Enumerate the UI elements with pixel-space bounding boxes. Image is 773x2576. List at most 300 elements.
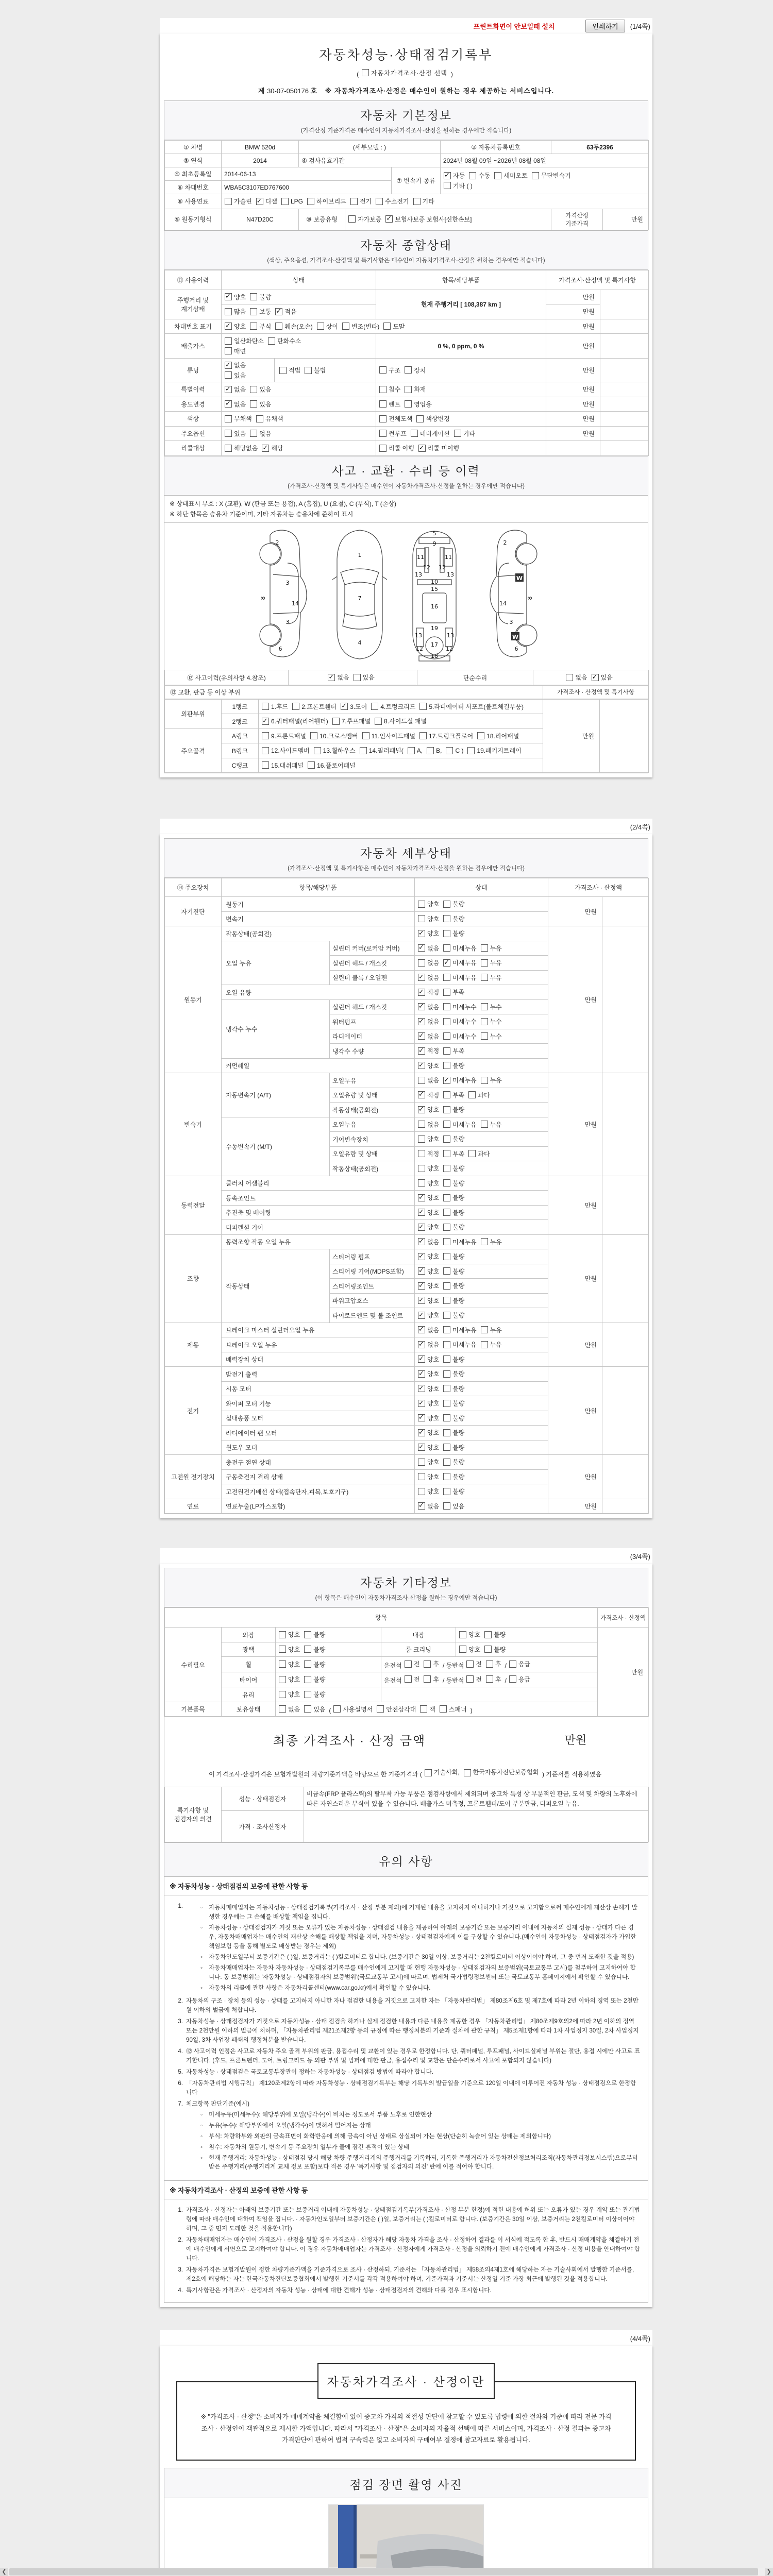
- checkbox-unchecked[interactable]: [443, 1458, 464, 1466]
- checkbox-unchecked[interactable]: [443, 1091, 464, 1099]
- checkbox-unchecked[interactable]: [469, 171, 490, 180]
- checkbox-checked[interactable]: [256, 197, 277, 206]
- checkbox-box-icon: [443, 1253, 450, 1260]
- checkbox-unchecked[interactable]: [279, 1660, 300, 1669]
- checkbox-unchecked[interactable]: [383, 322, 405, 331]
- checkbox-unchecked[interactable]: [443, 1208, 464, 1217]
- checkbox-checked[interactable]: [328, 673, 349, 682]
- checkbox-unchecked[interactable]: [481, 1340, 502, 1349]
- checkbox-unchecked[interactable]: [443, 1017, 476, 1026]
- checkbox-unchecked[interactable]: [379, 414, 412, 423]
- checkbox-unchecked[interactable]: [418, 1149, 439, 1158]
- item-cell: [376, 441, 546, 456]
- checkbox-unchecked[interactable]: [250, 307, 271, 316]
- checkbox-unchecked[interactable]: [281, 198, 303, 205]
- checkbox-unchecked[interactable]: [362, 732, 415, 740]
- status-cell: [415, 1205, 548, 1220]
- checkbox-unchecked[interactable]: [443, 1399, 464, 1408]
- checkbox-unchecked[interactable]: [464, 1768, 539, 1777]
- checkbox-checked[interactable]: [418, 944, 439, 953]
- checkbox-checked[interactable]: [418, 1281, 439, 1290]
- checkbox-unchecked[interactable]: [468, 1091, 490, 1099]
- item-cell: 추진축 및 베어링: [222, 1205, 415, 1220]
- checkbox-checked[interactable]: [592, 673, 613, 682]
- blank-cell: [602, 926, 649, 1073]
- misc-name: 타이어: [222, 1672, 276, 1687]
- checkbox-unchecked[interactable]: [418, 1134, 439, 1143]
- checkbox-unchecked[interactable]: [443, 1311, 464, 1319]
- checkbox-checked[interactable]: [225, 293, 246, 301]
- checkbox-checked[interactable]: [418, 1105, 439, 1114]
- checkbox-unchecked[interactable]: [443, 1149, 464, 1158]
- checkbox-unchecked[interactable]: [307, 197, 346, 206]
- checkbox-checked[interactable]: [418, 1399, 439, 1408]
- checkbox-unchecked[interactable]: [292, 702, 337, 711]
- checkbox-unchecked[interactable]: [250, 400, 271, 409]
- checkbox-checked[interactable]: [418, 1003, 439, 1011]
- checkbox-unchecked[interactable]: [418, 1472, 439, 1481]
- panel-number-3: 3: [285, 619, 290, 626]
- table-row: [165, 1234, 649, 1249]
- checkbox-unchecked[interactable]: [225, 444, 258, 452]
- horizontal-scrollbar[interactable]: [0, 2568, 773, 2576]
- checkbox-unchecked[interactable]: [279, 366, 300, 375]
- checkbox-box-icon: [354, 674, 361, 681]
- checkbox-unchecked[interactable]: [262, 761, 304, 770]
- checkbox-unchecked[interactable]: [443, 1061, 464, 1070]
- price-cell: 만원: [546, 412, 600, 427]
- checkbox-checked[interactable]: [418, 973, 439, 982]
- subitem-cell: 타이로드엔드 및 볼 조인트: [330, 1308, 415, 1323]
- checkbox-unchecked[interactable]: [304, 1645, 325, 1654]
- checkbox-unchecked[interactable]: [304, 1630, 325, 1639]
- checkbox-unchecked[interactable]: [379, 366, 400, 375]
- checkbox-unchecked[interactable]: [418, 900, 439, 908]
- checkbox-unchecked[interactable]: [418, 1164, 439, 1173]
- checkbox-unchecked[interactable]: [443, 1414, 464, 1422]
- device-cell: 변속기: [165, 1073, 222, 1176]
- table-row: [165, 1687, 649, 1702]
- checkbox-checked[interactable]: [418, 988, 439, 996]
- checkbox-unchecked[interactable]: [250, 293, 271, 301]
- checkbox-checked[interactable]: [418, 1193, 439, 1202]
- checkbox-unchecked[interactable]: [310, 732, 358, 740]
- table-row: [165, 926, 649, 941]
- checkbox-checked[interactable]: [418, 1046, 439, 1055]
- checkbox-unchecked[interactable]: [481, 1076, 502, 1084]
- checkbox-unchecked[interactable]: [443, 929, 464, 938]
- checkbox-unchecked[interactable]: [317, 322, 338, 331]
- blank-cell: [600, 426, 649, 441]
- checkbox-unchecked[interactable]: [418, 958, 439, 967]
- price-explain-block: [164, 2363, 648, 2461]
- checkbox-unchecked[interactable]: [481, 1326, 502, 1334]
- checkbox-unchecked[interactable]: [443, 1120, 476, 1129]
- scrollbar-track[interactable]: [8, 2568, 765, 2576]
- checkbox-unchecked[interactable]: [279, 1690, 300, 1699]
- checkbox-unchecked[interactable]: [418, 1120, 439, 1129]
- checkbox-box-icon: [443, 915, 450, 922]
- checkbox-unchecked[interactable]: [443, 1134, 464, 1143]
- checkbox-checked[interactable]: [262, 444, 283, 452]
- note-body: [186, 2286, 641, 2295]
- checkbox-unchecked[interactable]: [348, 215, 381, 224]
- checkbox-unchecked[interactable]: [444, 181, 473, 190]
- checkbox-unchecked[interactable]: [443, 1252, 464, 1261]
- checkbox-unchecked[interactable]: [532, 171, 571, 180]
- checkbox-checked[interactable]: [418, 1369, 439, 1378]
- device-cell: 고전원 전기장치: [165, 1455, 222, 1499]
- checkbox-box-icon: [418, 1429, 425, 1436]
- checkbox-unchecked[interactable]: [405, 1675, 420, 1684]
- checkbox-checked[interactable]: [418, 1311, 439, 1319]
- checkbox-unchecked[interactable]: [466, 1675, 482, 1684]
- checkbox-unchecked[interactable]: [279, 1645, 300, 1654]
- checkbox-checked[interactable]: [443, 958, 476, 967]
- checkbox-unchecked[interactable]: [443, 1296, 464, 1305]
- field-label: ⑦ 변속기 종류: [392, 167, 441, 194]
- checkbox-unchecked[interactable]: [443, 1355, 464, 1364]
- checkbox-unchecked[interactable]: [332, 717, 371, 725]
- checkbox-unchecked[interactable]: [443, 1281, 464, 1290]
- checkbox-label: 불량: [452, 1267, 465, 1275]
- blank-cell: [600, 319, 649, 334]
- field-label: ② 자동차등록번호: [441, 141, 551, 154]
- checkbox-unchecked[interactable]: [481, 1032, 502, 1041]
- checkbox-unchecked[interactable]: [419, 702, 524, 711]
- checkbox-label: 불량: [452, 1253, 465, 1261]
- checkbox-label: 양호: [427, 1179, 440, 1187]
- checkbox-unchecked[interactable]: [250, 429, 271, 438]
- checkbox-unchecked[interactable]: [443, 973, 476, 982]
- checkbox-checked[interactable]: [418, 1384, 439, 1393]
- checkbox-unchecked[interactable]: [454, 429, 475, 438]
- status-cell: [415, 1352, 548, 1367]
- checkbox-checked[interactable]: [418, 1296, 439, 1305]
- checkbox-unchecked[interactable]: [304, 1705, 325, 1714]
- checkbox-unchecked[interactable]: [262, 746, 310, 755]
- checkbox-unchecked[interactable]: [443, 1326, 476, 1334]
- misc-status-2: [456, 1628, 598, 1642]
- print-button[interactable]: 인쇄하기: [585, 20, 625, 32]
- checkbox-unchecked[interactable]: [304, 1690, 325, 1699]
- checkbox-unchecked[interactable]: [425, 1768, 460, 1777]
- checkbox-unchecked[interactable]: [250, 385, 271, 394]
- checkbox-checked[interactable]: [418, 1032, 439, 1041]
- checkbox-unchecked[interactable]: [467, 746, 521, 755]
- checkbox-checked[interactable]: [385, 215, 472, 224]
- checkbox-unchecked[interactable]: [443, 1223, 464, 1231]
- checkbox-box-icon: [375, 718, 382, 725]
- checkbox-unchecked[interactable]: [305, 366, 326, 375]
- checkbox-unchecked[interactable]: [314, 746, 356, 755]
- checkbox-unchecked[interactable]: [418, 914, 439, 923]
- checkbox-unchecked[interactable]: [459, 1630, 480, 1639]
- scrollbar-thumb[interactable]: [9, 2568, 758, 2575]
- checkbox-label: 있음: [259, 386, 272, 393]
- checkbox-unchecked[interactable]: [408, 747, 423, 754]
- checkbox-checked[interactable]: [444, 171, 465, 180]
- opinion-group: 특기사항 및 점검자의 의견: [165, 1787, 222, 1842]
- checkbox-label: 누수: [490, 1018, 502, 1026]
- checkbox-unchecked[interactable]: [304, 1675, 325, 1684]
- checkbox-unchecked[interactable]: [333, 1705, 373, 1714]
- checkbox-unchecked[interactable]: [416, 414, 449, 423]
- checkbox-unchecked[interactable]: [360, 746, 404, 755]
- checkbox-unchecked[interactable]: [413, 197, 434, 206]
- checkbox-checked[interactable]: [418, 1340, 439, 1349]
- checkbox-unchecked[interactable]: [225, 307, 246, 316]
- checkbox-box-icon: [275, 308, 282, 315]
- checkbox-unchecked[interactable]: [279, 1675, 300, 1684]
- panel-number-3: 3: [509, 619, 513, 626]
- checkbox-unchecked[interactable]: [443, 1369, 464, 1378]
- checkbox-box-icon: [225, 337, 232, 345]
- checkbox-unchecked[interactable]: [443, 1267, 464, 1276]
- checkbox-unchecked[interactable]: [250, 322, 271, 331]
- checkbox-unchecked[interactable]: [379, 400, 400, 409]
- checkbox-label: 양호: [288, 1646, 300, 1653]
- checkbox-unchecked[interactable]: [279, 1630, 300, 1639]
- checkbox-unchecked[interactable]: [419, 732, 473, 740]
- checkbox-unchecked[interactable]: [494, 171, 527, 180]
- checkbox-unchecked[interactable]: [225, 429, 246, 438]
- scroll-left-icon[interactable]: ❮: [0, 2568, 8, 2576]
- checkbox-unchecked[interactable]: [262, 702, 288, 711]
- checkbox-unchecked[interactable]: [481, 1238, 502, 1246]
- checkbox-box-icon: [443, 1267, 450, 1275]
- checkbox-unchecked[interactable]: [459, 1645, 480, 1654]
- checkbox-unchecked[interactable]: [443, 1032, 476, 1041]
- checkbox-unchecked[interactable]: [443, 1384, 464, 1393]
- note-body: [186, 2265, 641, 2284]
- checkbox-unchecked[interactable]: [484, 1630, 506, 1639]
- checkbox-checked[interactable]: [418, 1238, 439, 1246]
- checkbox-label: 잭: [429, 1705, 435, 1713]
- checkbox-unchecked[interactable]: [481, 1017, 502, 1026]
- checkbox-unchecked[interactable]: [225, 371, 246, 380]
- checkbox-unchecked[interactable]: [509, 1675, 530, 1684]
- checkbox-label: 양호: [427, 1414, 440, 1422]
- checkbox-box-icon: [443, 974, 450, 981]
- checkbox-checked[interactable]: [225, 322, 246, 331]
- checkbox-unchecked[interactable]: [225, 197, 252, 206]
- blank-cell: [600, 334, 649, 359]
- checkbox-box-icon: [333, 1705, 341, 1713]
- checkbox-label: 미세누유: [452, 1341, 477, 1349]
- checkbox-unchecked[interactable]: [275, 322, 312, 331]
- checkbox-unchecked[interactable]: [424, 1675, 439, 1684]
- checkbox-unchecked[interactable]: [481, 1003, 502, 1011]
- checkbox-unchecked[interactable]: [225, 347, 246, 355]
- checkbox-unchecked[interactable]: [443, 1487, 464, 1496]
- checkbox-label: 탄화수소: [277, 337, 301, 345]
- checkbox-unchecked[interactable]: [377, 1705, 416, 1714]
- checkbox-checked[interactable]: [225, 385, 246, 394]
- checkbox-checked[interactable]: [418, 1252, 439, 1261]
- checkbox-unchecked[interactable]: [225, 414, 252, 423]
- note-bullet: [200, 2132, 641, 2141]
- item-cell: 변속기: [222, 911, 415, 926]
- doc-title: 자동차성능·상태점검기록부: [319, 48, 493, 62]
- checkbox-checked[interactable]: [418, 1443, 439, 1452]
- weld-marker-label: W: [512, 634, 519, 641]
- checkbox-unchecked[interactable]: [443, 1502, 464, 1511]
- exchange-label: ⑬ 교환, 판금 등 이상 부위: [165, 685, 543, 699]
- checkbox-unchecked[interactable]: [443, 1428, 464, 1437]
- checkbox-unchecked[interactable]: [443, 1003, 476, 1011]
- checkbox-unchecked[interactable]: [362, 69, 447, 77]
- checkbox-box-icon: [250, 308, 257, 315]
- note-text: 자동차의 구조 · 장치 등의 성능 · 상태를 고지하지 아니한 자나 점검한 내용을 거짓으로 고지한 자는 「자동차관리법」 제80조제6호 및 제7호에 따라 2년 이하의 징역 또는 2천만원 이하의 벌금에 처합니다.: [186, 1997, 639, 2013]
- checkbox-checked[interactable]: [418, 1326, 439, 1334]
- price-cell: 만원: [548, 1455, 602, 1499]
- checkbox-label: 양호: [427, 901, 440, 908]
- checkbox-unchecked[interactable]: [481, 1120, 502, 1129]
- checkbox-unchecked[interactable]: [418, 1076, 439, 1084]
- checkbox-unchecked[interactable]: [379, 385, 400, 394]
- checkbox-checked[interactable]: [418, 1208, 439, 1217]
- checkbox-unchecked[interactable]: [427, 747, 442, 754]
- checkbox-checked[interactable]: [418, 1223, 439, 1231]
- weld-marker-label: W: [516, 575, 523, 582]
- checkbox-unchecked[interactable]: [418, 1179, 439, 1188]
- checkbox-unchecked[interactable]: [566, 673, 587, 682]
- checkbox-unchecked[interactable]: [443, 1164, 464, 1173]
- checkbox-checked[interactable]: [225, 361, 246, 369]
- checkbox-box-icon: [466, 1660, 474, 1668]
- checkbox-checked[interactable]: [341, 702, 367, 711]
- document-column: [160, 18, 652, 2576]
- item-cell: [376, 359, 546, 382]
- scroll-right-icon[interactable]: ❯: [765, 2568, 773, 2576]
- blank-cell: [600, 359, 649, 382]
- checkbox-unchecked[interactable]: [477, 732, 519, 740]
- checkbox-unchecked[interactable]: [443, 988, 464, 996]
- checkbox-checked[interactable]: [418, 1355, 439, 1364]
- checkbox-box-icon: [418, 1091, 425, 1098]
- checkbox-box-icon: [418, 1370, 425, 1378]
- checkbox-unchecked[interactable]: [443, 944, 476, 953]
- checkbox-checked[interactable]: [262, 717, 328, 725]
- checkbox-unchecked[interactable]: [440, 1705, 467, 1714]
- checkbox-unchecked[interactable]: [443, 1472, 464, 1481]
- checkbox-checked[interactable]: [418, 444, 459, 452]
- checkbox-unchecked[interactable]: [443, 1179, 464, 1188]
- checkbox-unchecked[interactable]: [308, 761, 356, 770]
- checkbox-unchecked[interactable]: [486, 1659, 501, 1668]
- checkbox-label: 과다: [478, 1091, 490, 1099]
- checkbox-label: 미세누수: [452, 1003, 477, 1011]
- checkbox-unchecked[interactable]: [443, 1193, 464, 1202]
- checkbox-box-icon: [379, 386, 386, 393]
- checkbox-unchecked[interactable]: [443, 900, 464, 908]
- checkbox-unchecked[interactable]: [405, 366, 426, 375]
- checkbox-unchecked[interactable]: [443, 1238, 476, 1246]
- usage-label: 튜닝: [165, 359, 222, 382]
- checkbox-checked[interactable]: [418, 1414, 439, 1422]
- checkbox-box-icon: [443, 1385, 450, 1392]
- checkbox-unchecked[interactable]: [443, 1105, 464, 1114]
- checkbox-unchecked[interactable]: [405, 1659, 420, 1668]
- checkbox-box-icon: [225, 362, 232, 369]
- checkbox-unchecked[interactable]: [350, 197, 372, 206]
- checkbox-unchecked[interactable]: [418, 1487, 439, 1496]
- checkbox-unchecked[interactable]: [418, 1458, 439, 1466]
- checkbox-unchecked[interactable]: [481, 958, 502, 967]
- checkbox-box-icon: [443, 1238, 450, 1245]
- checkbox-unchecked[interactable]: [443, 1443, 464, 1452]
- checkbox-unchecked[interactable]: [279, 1705, 300, 1714]
- status-line: [224, 321, 543, 332]
- checkbox-unchecked[interactable]: [405, 400, 432, 409]
- checkbox-unchecked[interactable]: [225, 336, 264, 345]
- detail-table-el: [164, 878, 649, 1514]
- checkbox-box-icon: [304, 1691, 311, 1698]
- checkbox-checked[interactable]: [225, 400, 246, 409]
- checkbox-unchecked[interactable]: [304, 1660, 325, 1669]
- checkbox-unchecked[interactable]: [468, 1149, 490, 1158]
- checkbox-unchecked[interactable]: [354, 673, 375, 682]
- status-line: [224, 346, 373, 357]
- checkbox-checked[interactable]: [418, 1502, 439, 1511]
- section-misc-title: 자동차 기타정보: [360, 1576, 452, 1590]
- checkbox-unchecked[interactable]: [481, 973, 502, 982]
- checkbox-unchecked[interactable]: [443, 1046, 464, 1055]
- install-print-link[interactable]: 프린트화면이 안보일때 설치: [473, 22, 555, 30]
- checkbox-label: 양호: [288, 1676, 300, 1684]
- note-body: [186, 2047, 641, 2065]
- checkbox-unchecked[interactable]: [342, 322, 379, 331]
- checkbox-unchecked[interactable]: [509, 1659, 530, 1668]
- checkbox-checked[interactable]: [418, 1091, 439, 1099]
- checkbox-unchecked[interactable]: [484, 1645, 506, 1654]
- checkbox-label: 구조: [389, 366, 401, 374]
- checkbox-checked[interactable]: [443, 1076, 476, 1084]
- note-number: 2.: [178, 1997, 183, 2004]
- checkbox-unchecked[interactable]: [256, 414, 283, 423]
- checkbox-unchecked[interactable]: [411, 429, 450, 438]
- section-comprehensive: [164, 231, 648, 456]
- checkbox-unchecked[interactable]: [262, 732, 306, 740]
- checkbox-checked[interactable]: [275, 307, 296, 316]
- checkbox-unchecked[interactable]: [481, 944, 502, 953]
- checkbox-label: 상이: [326, 323, 338, 330]
- checkbox-unchecked[interactable]: [405, 385, 426, 394]
- checkbox-unchecked[interactable]: [376, 197, 409, 206]
- checkbox-checked[interactable]: [418, 1267, 439, 1276]
- checkbox-unchecked[interactable]: [486, 1675, 501, 1684]
- checkbox-checked[interactable]: [418, 929, 439, 938]
- checkbox-checked[interactable]: [418, 1428, 439, 1437]
- checkbox-unchecked[interactable]: [375, 717, 427, 725]
- checkbox-unchecked[interactable]: [420, 1705, 435, 1714]
- checkbox-box-icon: [279, 367, 287, 374]
- note-number: 3.: [178, 2018, 183, 2025]
- checkbox-unchecked[interactable]: [371, 702, 415, 711]
- checkbox-unchecked[interactable]: [443, 1340, 476, 1349]
- checkbox-unchecked[interactable]: [424, 1659, 439, 1668]
- checkbox-unchecked[interactable]: [466, 1659, 482, 1668]
- checkbox-checked[interactable]: [418, 1061, 439, 1070]
- checkbox-unchecked[interactable]: [268, 336, 301, 345]
- checkbox-unchecked[interactable]: [379, 429, 407, 438]
- checkbox-unchecked[interactable]: [379, 444, 414, 452]
- checkbox-unchecked[interactable]: [446, 747, 463, 754]
- bullet-text: 자동차매매업자는 자동차성능 · 상태점검기록부(가격조사 · 산정 부분 제외)에 기재된 내용을 고지하지 아니하거나 거짓으로 고지함으로써 매수인에게 재산상 손해가 발생한 경우에는 그 손해를 배상할 책임을 집니다.: [209, 1904, 637, 1921]
- checkbox-unchecked[interactable]: [443, 914, 464, 923]
- checkbox-checked[interactable]: [418, 1017, 439, 1026]
